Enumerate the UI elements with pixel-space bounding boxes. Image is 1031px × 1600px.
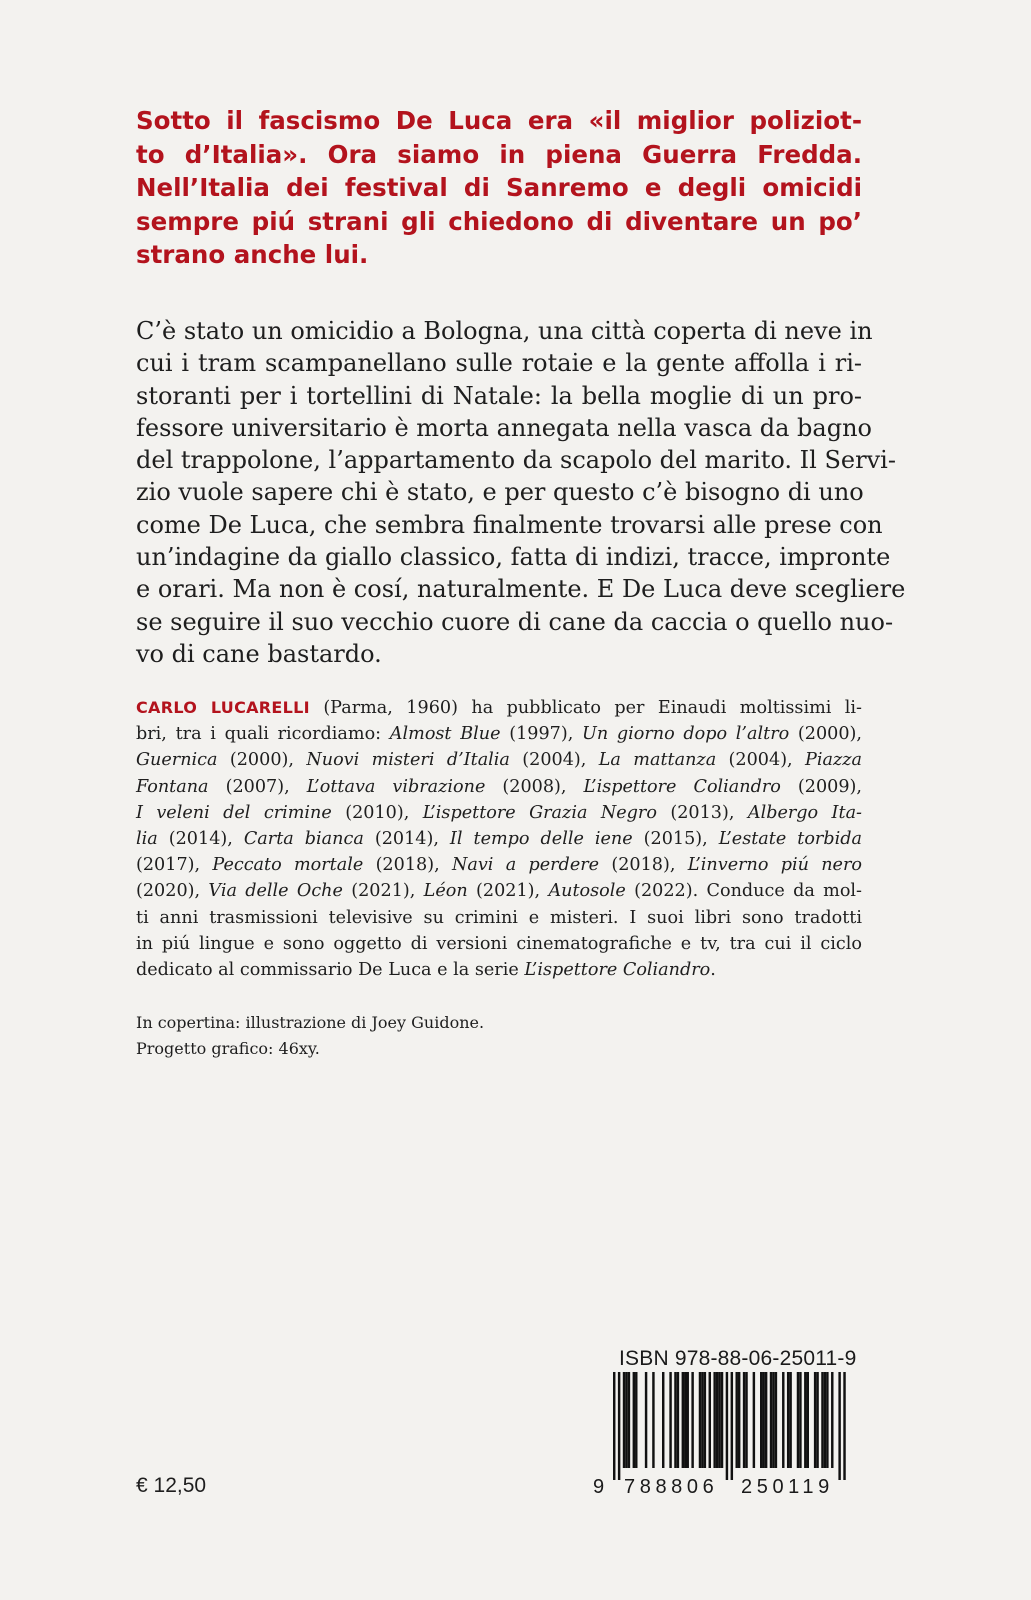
blurb-line: un’indagine da giallo classico, fatta di indizi, tracce, impronte <box>136 543 891 572</box>
bio-text: bri, tra i quali ricordiamo: <box>136 724 390 745</box>
tagline <box>136 104 862 272</box>
book-title: lia <box>136 829 158 850</box>
barcode-bar <box>718 1372 720 1468</box>
blurb-line: cui i tram scampanellano sulle rotaie e la gente affolla i ri- <box>136 349 862 378</box>
bio-text: (2017), <box>136 855 213 876</box>
bio-text: (1997), <box>500 724 583 745</box>
bio-text: (Parma, 1960) ha pubblicato per Einaudi moltissimi li- <box>309 698 863 718</box>
barcode-bar <box>772 1372 774 1468</box>
barcode-bar <box>814 1372 816 1468</box>
book-title: L’ottava vibrazione <box>306 776 486 797</box>
bio-text: (2015), <box>632 829 719 850</box>
barcode-bar <box>662 1372 664 1468</box>
bio-text: (2022). Conduce da mol- <box>625 881 863 902</box>
barcode-bar <box>613 1372 615 1480</box>
barcode-bar <box>713 1372 715 1468</box>
blurb-line: come De Luca, che sembra finalmente trovarsi alle prese con <box>136 510 883 539</box>
book-title: Nuovi misteri d’Italia <box>306 750 510 771</box>
bio-text: (2000), <box>217 750 307 771</box>
tagline-line: to d’Italia». Ora siamo in piena Guerra Fredda. <box>136 139 862 169</box>
book-title: L’estate torbida <box>718 829 862 850</box>
barcode-bar <box>760 1372 762 1468</box>
barcode-bar <box>765 1372 767 1468</box>
barcode-bar <box>787 1372 789 1468</box>
barcode-bar <box>701 1372 703 1468</box>
book-title: Almost Blue <box>389 724 501 745</box>
barcode-bar <box>628 1372 630 1468</box>
credits <box>136 1010 736 1062</box>
book-title: L’ispettore Grazia Negro <box>422 802 657 823</box>
cover-credit: In copertina: illustrazione di Joey Guidone. <box>136 1013 485 1032</box>
barcode-bar <box>826 1372 828 1468</box>
book-title: L’ispettore Coliandro <box>583 776 781 797</box>
book-title: Peccato mortale <box>212 855 364 876</box>
bio-text: (2004), <box>716 750 806 771</box>
barcode-bar <box>738 1372 740 1468</box>
barcode-bar <box>709 1372 711 1468</box>
barcode-bar <box>682 1372 684 1468</box>
design-credit: Progetto grafico: 46xy. <box>136 1039 320 1058</box>
bio-line <box>136 800 862 826</box>
barcode-bar <box>843 1372 845 1480</box>
barcode-bar <box>789 1372 791 1468</box>
bio-text: . <box>710 960 716 981</box>
barcode-bar <box>838 1372 840 1480</box>
barcode-bar <box>762 1372 764 1468</box>
book-title: Piazza <box>805 750 862 771</box>
bio-text: in piú lingue e sono oggetto di versioni cinematografiche e tv, tra cui il ciclo <box>136 933 862 954</box>
book-title: Navi a perdere <box>451 855 600 876</box>
barcode-bar <box>625 1372 627 1468</box>
barcode-bar <box>726 1372 728 1480</box>
bio-text: (2008), <box>485 776 584 797</box>
blurb-line: e orari. Ma non è cosí, naturalmente. E De Luca deve scegliere <box>136 575 906 604</box>
barcode-bar <box>831 1372 833 1468</box>
bio-text: (2013), <box>656 802 748 823</box>
blurb-line: se seguire il suo vecchio cuore di cane da caccia o quello nuo- <box>136 607 894 636</box>
barcode-bar <box>797 1372 799 1468</box>
bio-line <box>136 957 862 983</box>
bio-text: ti anni trasmissioni televisive su crimini e misteri. I suoi libri sono tradotti <box>136 907 862 928</box>
barcode-right-digits: 250119 <box>741 1476 834 1498</box>
bio-text: (2014), <box>363 829 450 850</box>
author-name: CARLO LUCARELLI <box>136 698 310 717</box>
barcode-bar <box>687 1372 689 1468</box>
bio-text: (2018), <box>363 855 452 876</box>
tagline-line: strano anche lui. <box>136 240 369 270</box>
barcode-bar <box>699 1372 701 1468</box>
bio-text: (2014), <box>157 829 244 850</box>
book-title: Albergo Ita- <box>747 802 863 823</box>
barcode <box>588 1372 850 1480</box>
book-title: Fontana <box>136 776 209 797</box>
blurb-paragraph <box>136 315 906 670</box>
barcode-bar <box>618 1372 620 1480</box>
barcode-bar <box>623 1372 625 1468</box>
bio-line <box>136 695 862 721</box>
book-title: Via delle Oche <box>208 881 343 902</box>
barcode-bar <box>731 1372 733 1480</box>
bio-text: (2000), <box>789 724 862 745</box>
barcode-bar <box>745 1372 747 1468</box>
barcode-bar <box>633 1372 635 1468</box>
blurb-line: fessore universitario è morta annegata nella vasca da bagno <box>136 413 872 442</box>
blurb-line: C’è stato un omicidio a Bologna, una città coperta di neve in <box>136 317 873 345</box>
bio-text: (2004), <box>509 750 599 771</box>
book-title: Autosole <box>548 881 626 902</box>
barcode-bar <box>677 1372 679 1468</box>
bio-line <box>136 878 862 904</box>
barcode-bar <box>807 1372 809 1468</box>
bio-text: (2021), <box>467 881 549 902</box>
barcode-bar <box>775 1372 777 1468</box>
bio-line <box>136 852 862 878</box>
book-title: Guernica <box>136 750 218 771</box>
bio-text: (2020), <box>136 881 209 902</box>
isbn-label: ISBN 978-88-06-25011-9 <box>619 1347 857 1370</box>
barcode-first-digit: 9 <box>593 1476 609 1498</box>
blurb-line: del trappolone, l’appartamento da scapolo del marito. Il Servi- <box>136 446 896 475</box>
barcode-bar <box>652 1372 654 1468</box>
barcode-bar <box>684 1372 686 1468</box>
barcode-left-digits: 788806 <box>624 1476 719 1498</box>
barcode-bar <box>770 1372 772 1468</box>
barcode-bar <box>691 1372 693 1468</box>
barcode-bar <box>645 1372 647 1468</box>
blurb-line: vo di cane bastardo. <box>136 639 382 668</box>
barcode-bar <box>716 1372 718 1468</box>
book-title: Léon <box>423 881 468 902</box>
bio-line <box>136 931 862 957</box>
barcode-bar <box>824 1372 826 1468</box>
barcode-bar <box>704 1372 706 1468</box>
bio-text: (2007), <box>208 776 307 797</box>
bio-text: (2018), <box>599 855 688 876</box>
author-bio <box>136 695 862 983</box>
bio-line <box>136 826 862 852</box>
barcode-bar <box>721 1372 723 1468</box>
barcode-bar <box>743 1372 745 1468</box>
tagline-line: Nell’Italia dei festival di Sanremo e degli omicidi <box>136 173 862 203</box>
book-title: L’ispettore Coliandro <box>524 960 711 981</box>
book-title: L’inverno piú nero <box>687 855 862 876</box>
book-title: Carta bianca <box>243 829 364 850</box>
barcode-bar <box>804 1372 806 1468</box>
tagline-line: sempre piú strani gli chiedono di diventare un po’ <box>136 206 862 236</box>
bio-line <box>136 774 862 800</box>
bio-text: (2009), <box>780 776 863 797</box>
barcode-bar <box>753 1372 755 1468</box>
book-title: I veleni del crimine <box>136 802 332 823</box>
barcode-bar <box>736 1372 738 1468</box>
book-title: La mattanza <box>598 750 717 771</box>
bio-text: (2021), <box>342 881 424 902</box>
price: € 12,50 <box>136 1474 207 1497</box>
barcode-bar <box>669 1372 671 1468</box>
bio-line <box>136 721 862 747</box>
barcode-bar <box>816 1372 818 1468</box>
barcode-bar <box>821 1372 823 1468</box>
tagline-line: Sotto il fascismo De Luca era «il miglior poliziot- <box>136 106 862 135</box>
barcode-bar <box>782 1372 784 1468</box>
book-title: Il tempo delle iene <box>449 829 633 850</box>
barcode-bar <box>674 1372 676 1468</box>
blurb-line: zio vuole sapere chi è stato, e per questo c’è bisogno di uno <box>136 478 864 507</box>
book-title: Un giorno dopo l’altro <box>582 724 790 745</box>
bio-line <box>136 747 862 773</box>
barcode-bar <box>799 1372 801 1468</box>
barcode-bar <box>635 1372 637 1468</box>
bio-line <box>136 905 862 931</box>
bio-text: dedicato al commissario De Luca e la serie <box>136 960 525 981</box>
bio-text: (2010), <box>331 802 423 823</box>
blurb-line: storanti per i tortellini di Natale: la bella moglie di un pro- <box>136 381 862 410</box>
